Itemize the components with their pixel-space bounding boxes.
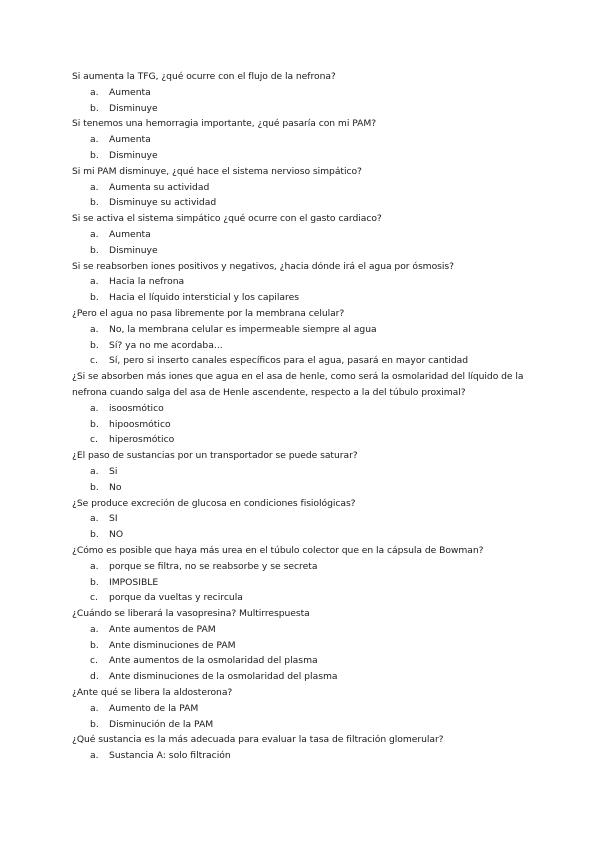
- document-page: [0, 69, 600, 764]
- answer-option: [0, 243, 600, 259]
- option-text: Disminuye: [109, 102, 158, 114]
- question-text: Si mi PAM disminuye, ¿qué hace el sistema nervioso simpático?: [72, 165, 362, 177]
- option-letter: a.: [90, 323, 99, 335]
- answer-option: [0, 274, 600, 290]
- option-letter: c.: [90, 655, 98, 667]
- answer-option: [0, 701, 600, 717]
- option-letter: a.: [90, 228, 99, 240]
- option-letter: b.: [90, 529, 99, 541]
- option-text: Disminución de la PAM: [109, 718, 214, 730]
- answer-option: [0, 195, 600, 211]
- question-text: Si aumenta la TFG, ¿qué ocurre con el flujo de la nefrona?: [72, 71, 336, 82]
- option-text: Aumenta: [109, 228, 151, 240]
- answer-option: [0, 575, 600, 591]
- option-letter: b.: [90, 639, 99, 651]
- option-text: Disminuye: [109, 244, 158, 256]
- option-letter: a.: [90, 276, 99, 288]
- option-letter: c.: [90, 434, 98, 446]
- question-text: ¿Si se absorben más iones que agua en el asa de henle, como será la osmolaridad del líquido de la nefrona cuando salga del asa de Henle ascendente, respecto a la del túbulo proximal?: [72, 371, 524, 398]
- question-text: Si se reabsorben iones positivos y negativos, ¿hacia dónde irá el agua por ósmosis?: [72, 260, 454, 272]
- option-text: Aumenta: [109, 86, 151, 98]
- option-text: Disminuye: [109, 149, 158, 161]
- question-text: ¿Cómo es posible que haya más urea en el túbulo colector que en la cápsula de Bowman?: [72, 544, 484, 556]
- question-text: Si se activa el sistema simpático ¿qué ocurre con el gasto cardiaco?: [72, 213, 382, 225]
- option-letter: a.: [90, 702, 99, 714]
- option-letter: a.: [90, 181, 99, 193]
- answer-option: [0, 717, 600, 733]
- answer-option: [0, 559, 600, 575]
- answer-option: [0, 480, 600, 496]
- question-text: ¿Cuándo se liberará la vasopresina? Multirrespuesta: [72, 608, 310, 620]
- option-letter: b.: [90, 102, 99, 114]
- answer-option: [0, 748, 600, 764]
- option-text: Aumenta: [109, 134, 151, 146]
- question-text: ¿Se produce excreción de glucosa en condiciones fisiológicas?: [72, 497, 356, 509]
- option-text: isoosmótico: [109, 402, 164, 414]
- option-text: No, la membrana celular es impermeable siempre al agua: [109, 323, 377, 335]
- option-text: No: [109, 481, 122, 493]
- option-letter: b.: [90, 149, 99, 161]
- option-letter: a.: [90, 86, 99, 98]
- answer-option: [0, 622, 600, 638]
- option-letter: b.: [90, 197, 99, 209]
- option-letter: d.: [90, 671, 99, 683]
- answer-option: [0, 401, 600, 417]
- option-text: Hacia la nefrona: [109, 276, 185, 288]
- option-text: Sí? ya no me acordaba...: [109, 339, 223, 351]
- question-text: ¿Ante qué se libera la aldosterona?: [72, 687, 233, 699]
- option-text: NO: [109, 529, 124, 541]
- option-letter: b.: [90, 418, 99, 430]
- option-text: IMPOSIBLE: [109, 576, 159, 588]
- option-text: Aumenta su actividad: [109, 181, 210, 193]
- question-text: ¿Qué sustancia es la más adecuada para evaluar la tasa de filtración glomerular?: [72, 734, 444, 746]
- option-letter: a.: [90, 560, 99, 572]
- answer-option: [0, 353, 600, 369]
- answer-option: [0, 227, 600, 243]
- answer-option: [0, 322, 600, 338]
- question-text: ¿El paso de sustancias por un transportador se puede saturar?: [72, 450, 358, 462]
- option-text: Sí, pero si inserto canales específicos para el agua, pasará en mayor cantidad: [109, 355, 469, 367]
- option-letter: a.: [90, 623, 99, 635]
- option-text: porque da vueltas y recircula: [109, 592, 243, 604]
- answer-option: [0, 653, 600, 669]
- answer-option: [0, 417, 600, 433]
- option-text: hipoosmótico: [109, 418, 171, 430]
- option-text: Ante disminuciones de la osmolaridad del plasma: [109, 671, 338, 683]
- option-letter: a.: [90, 513, 99, 525]
- option-letter: b.: [90, 244, 99, 256]
- option-text: SI: [109, 513, 118, 525]
- option-letter: b.: [90, 292, 99, 304]
- option-letter: b.: [90, 718, 99, 730]
- option-text: Si: [109, 465, 118, 477]
- answer-option: [0, 338, 600, 354]
- option-letter: b.: [90, 576, 99, 588]
- option-letter: a.: [90, 750, 99, 762]
- answer-option: [0, 101, 600, 117]
- answer-option: [0, 85, 600, 101]
- answer-option: [0, 590, 600, 606]
- option-letter: a.: [90, 402, 99, 414]
- answer-option: [0, 132, 600, 148]
- answer-option: [0, 432, 600, 448]
- answer-option: [0, 180, 600, 196]
- option-letter: a.: [90, 465, 99, 477]
- option-text: Sustancia A: solo filtración: [109, 750, 231, 762]
- option-letter: b.: [90, 481, 99, 493]
- answer-option: [0, 511, 600, 527]
- option-text: Ante aumentos de PAM: [109, 623, 216, 635]
- answer-option: [0, 527, 600, 543]
- option-text: Aumento de la PAM: [109, 702, 199, 714]
- question-text: ¿Pero el agua no pasa libremente por la membrana celular?: [72, 307, 345, 319]
- answer-option: [0, 669, 600, 685]
- option-letter: c.: [90, 355, 98, 367]
- option-letter: a.: [90, 134, 99, 146]
- option-text: Ante disminuciones de PAM: [109, 639, 236, 651]
- answer-option: [0, 638, 600, 654]
- option-text: Ante aumentos de la osmolaridad del plasma: [109, 655, 318, 667]
- option-text: Hacia el líquido intersticial y los capilares: [109, 292, 300, 304]
- option-text: hiperosmótico: [109, 434, 175, 446]
- answer-option: [0, 148, 600, 164]
- option-letter: b.: [90, 339, 99, 351]
- option-text: Disminuye su actividad: [109, 197, 217, 209]
- option-text: porque se filtra, no se reabsorbe y se secreta: [109, 560, 318, 572]
- answer-option: [0, 464, 600, 480]
- answer-option: [0, 290, 600, 306]
- option-letter: c.: [90, 592, 98, 604]
- question-text: Si tenemos una hemorragia importante, ¿qué pasaría con mi PAM?: [72, 118, 377, 130]
